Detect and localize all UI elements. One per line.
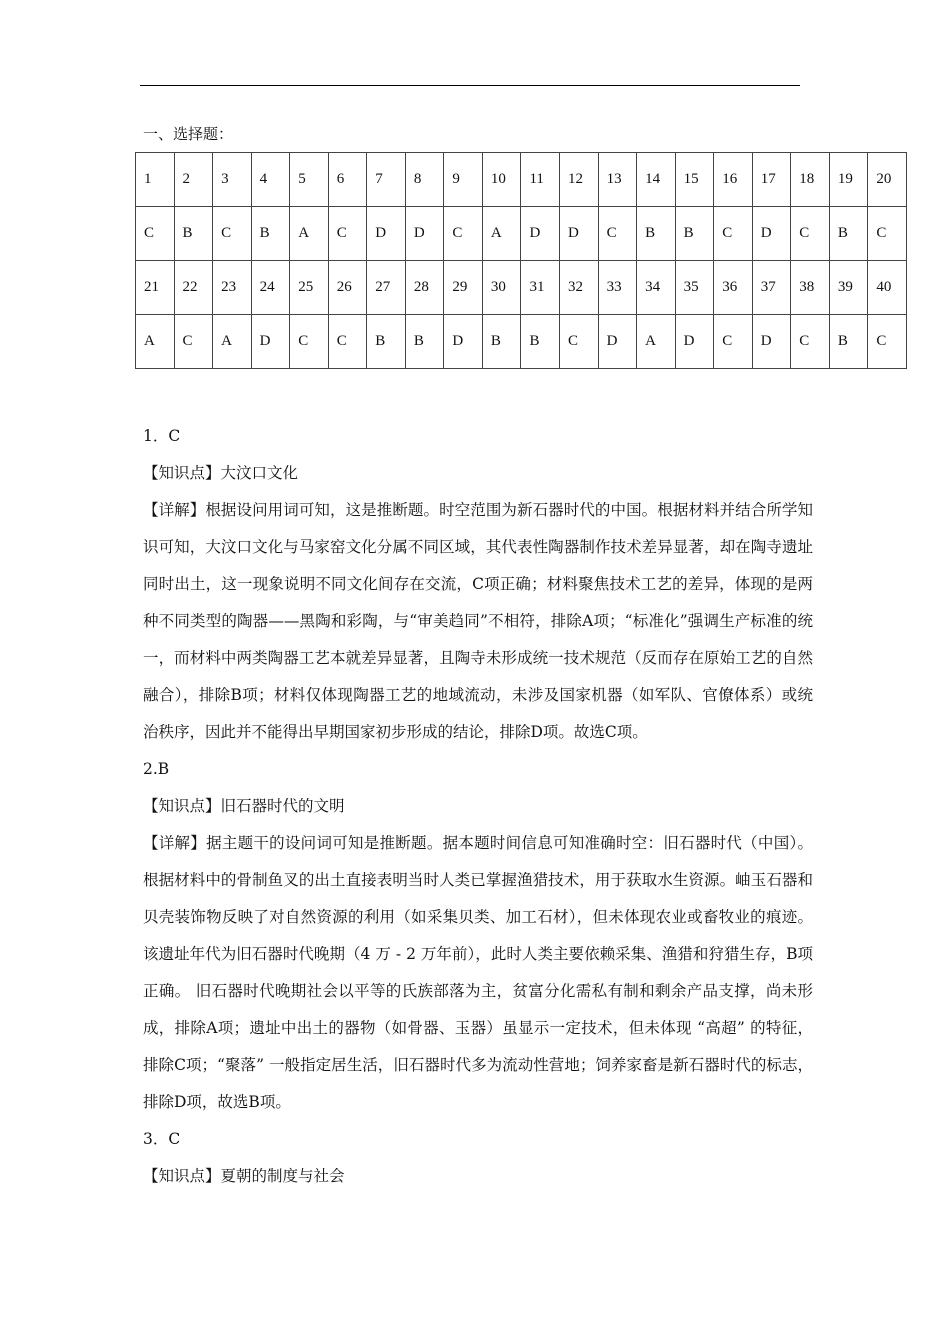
question-number-cell: 27 (367, 261, 406, 315)
answer-cell: B (174, 207, 213, 261)
knowledge-point: 【知识点】夏朝的制度与社会 (143, 1167, 345, 1185)
question-number-cell: 9 (444, 153, 483, 207)
answer-cell: C (714, 315, 753, 369)
question-number-cell: 39 (829, 261, 868, 315)
answer-cell: D (675, 315, 714, 369)
answer-cell: B (637, 207, 676, 261)
question-number-cell: 19 (829, 153, 868, 207)
answer-cell: D (444, 315, 483, 369)
question-number-cell: 13 (598, 153, 637, 207)
question-number-cell: 32 (560, 261, 599, 315)
answer-cell: C (791, 207, 830, 261)
answer-cell: C (136, 207, 175, 261)
question-number-cell: 37 (752, 261, 791, 315)
question-number-cell: 23 (213, 261, 252, 315)
question-number-cell: 14 (637, 153, 676, 207)
knowledge-point: 【知识点】旧石器时代的文明 (143, 797, 345, 815)
answer-cell: C (714, 207, 753, 261)
question-number-cell: 33 (598, 261, 637, 315)
question-number-cell: 40 (868, 261, 907, 315)
question-number-cell: 6 (328, 153, 367, 207)
answer-cell: A (637, 315, 676, 369)
question-number-cell: 31 (521, 261, 560, 315)
answer-cell: C (598, 207, 637, 261)
question-number-cell: 35 (675, 261, 714, 315)
answer-cell: D (560, 207, 599, 261)
answer-cell: A (213, 315, 252, 369)
answer-cell: A (482, 207, 521, 261)
question-number-cell: 26 (328, 261, 367, 315)
answer-cell: B (367, 315, 406, 369)
question-number-cell: 15 (675, 153, 714, 207)
question-number-cell: 25 (290, 261, 329, 315)
answer-cell: C (328, 315, 367, 369)
answer-cell: B (829, 315, 868, 369)
answer-cell: A (136, 315, 175, 369)
question-number-cell: 21 (136, 261, 175, 315)
explanation-detail: 【详解】据主题干的设问词可知是推断题。据本题时间信息可知准确时空：旧石器时代（中国）。根据材料中的骨制鱼叉的出土直接表明当时人类已掌握渔猎技术，用于获取水生资源。岫玉石器和贝壳装饰物反映了对自然资源的利用（如采集贝类、加工石材），但未体现农业或畜牧业的痕迹。 该遗址年代为旧石器时代晚期（4 万 - 2 万年前），此时人类主要依赖采集、渔猎和狩猎生存，B项正确。 旧石器时代晚期社会以平等的氏族部落为主，贫富分化需私有制和剩余产品支撑，尚未形成，排除A项；遗址中出土的器物（如骨器、玉器）虽显示一定技术，但未体现 “高超” 的特征，排除C项；“聚落” 一般指定居生活，旧石器时代多为流动性营地；饲养家畜是新石器时代的标志，排除D项，故选B项。 (143, 834, 813, 1111)
question-number-cell: 16 (714, 153, 753, 207)
question-number-cell: 28 (405, 261, 444, 315)
answer-cell: B (482, 315, 521, 369)
answer-cell: B (829, 207, 868, 261)
answer-cell: D (251, 315, 290, 369)
header-rule (140, 85, 800, 86)
answer-cell: A (290, 207, 329, 261)
question-number-cell: 30 (482, 261, 521, 315)
question-number-row (136, 261, 907, 315)
question-number-cell: 4 (251, 153, 290, 207)
question-number-cell: 24 (251, 261, 290, 315)
section-heading: 一、选择题： (143, 125, 234, 143)
question-number-cell: 18 (791, 153, 830, 207)
answer-cell: B (675, 207, 714, 261)
answer-cell: D (405, 207, 444, 261)
answer-cell: D (752, 315, 791, 369)
answer-cell: C (868, 207, 907, 261)
question-number-cell: 8 (405, 153, 444, 207)
answer-cell: B (405, 315, 444, 369)
question-number-cell: 11 (521, 153, 560, 207)
question-number-cell: 2 (174, 153, 213, 207)
question-number-cell: 10 (482, 153, 521, 207)
answer-cell: C (328, 207, 367, 261)
question-number-cell: 22 (174, 261, 213, 315)
answer-table (135, 152, 907, 369)
question-number-cell: 20 (868, 153, 907, 207)
knowledge-point: 【知识点】大汶口文化 (143, 464, 299, 482)
answer-cell: D (598, 315, 637, 369)
answer-cell: C (791, 315, 830, 369)
explanations (143, 418, 813, 1195)
question-heading: 3．C (143, 1130, 181, 1148)
answer-cell: D (752, 207, 791, 261)
answer-cell: C (560, 315, 599, 369)
question-heading: 2.B (143, 760, 170, 778)
explanation-detail: 【详解】根据设问用词可知，这是推断题。时空范围为新石器时代的中国。根据材料并结合所学知识可知，大汶口文化与马家窑文化分属不同区域，其代表性陶器制作技术差异显著，却在陶寺遗址同时出土，这一现象说明不同文化间存在交流，C项正确；材料聚焦技术工艺的差异，体现的是两种不同类型的陶器——黑陶和彩陶，与“审美趋同”不相符，排除A项；“标准化”强调生产标准的统一，而材料中两类陶器工艺本就差异显著，且陶寺未形成统一技术规范（反而存在原始工艺的自然融合），排除B项；材料仅体现陶器工艺的地域流动，未涉及国家机器（如军队、官僚体系）或统治秩序，因此并不能得出早期国家初步形成的结论，排除D项。故选C项。 (143, 501, 813, 741)
question-number-cell: 5 (290, 153, 329, 207)
answer-cell: D (367, 207, 406, 261)
answer-cell: B (521, 315, 560, 369)
answer-cell: C (213, 207, 252, 261)
question-number-cell: 3 (213, 153, 252, 207)
question-number-cell: 36 (714, 261, 753, 315)
question-number-row (136, 153, 907, 207)
question-number-cell: 7 (367, 153, 406, 207)
answer-cell: C (290, 315, 329, 369)
answer-cell: B (251, 207, 290, 261)
answer-row (136, 315, 907, 369)
question-heading: 1．C (143, 427, 181, 445)
question-number-cell: 34 (637, 261, 676, 315)
answer-row (136, 207, 907, 261)
answer-cell: C (868, 315, 907, 369)
answer-cell: C (444, 207, 483, 261)
answer-cell: D (521, 207, 560, 261)
question-number-cell: 38 (791, 261, 830, 315)
question-number-cell: 29 (444, 261, 483, 315)
question-number-cell: 1 (136, 153, 175, 207)
answer-cell: C (174, 315, 213, 369)
question-number-cell: 17 (752, 153, 791, 207)
question-number-cell: 12 (560, 153, 599, 207)
